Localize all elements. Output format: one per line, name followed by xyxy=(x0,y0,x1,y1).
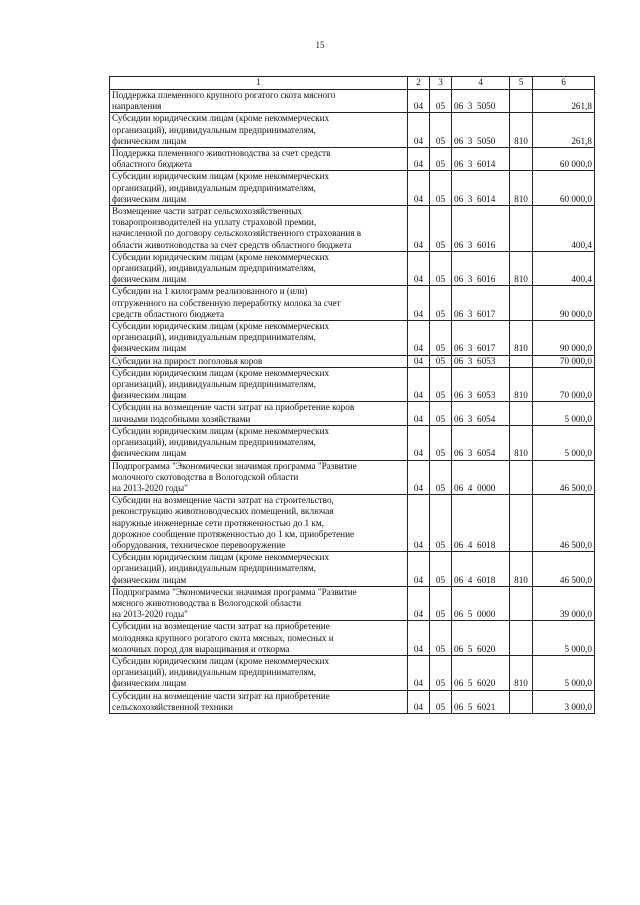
target-article-code: 06 5 6020 xyxy=(452,655,510,690)
target-article-code: 06 3 6054 xyxy=(452,425,510,460)
item-name: Субсидии на 1 килограмм реализованного и (или) отгруженного на собственную переработку молока за счет средств областного бюджета xyxy=(110,286,408,321)
amount: 60 000,0 xyxy=(533,171,595,206)
table-row xyxy=(110,655,595,690)
amount: 46 500,0 xyxy=(533,552,595,587)
expense-type-code: 810 xyxy=(510,171,533,206)
item-name: Субсидии на возмещение части затрат на приобретение коров личными подсобными хозяйствами xyxy=(110,402,408,425)
target-article-code: 06 3 5050 xyxy=(452,113,510,148)
table-row xyxy=(110,552,595,587)
target-article-code: 06 3 6054 xyxy=(452,402,510,425)
subsection-code: 05 xyxy=(430,655,452,690)
section-code: 04 xyxy=(408,621,430,656)
table-row xyxy=(110,425,595,460)
expense-type-code xyxy=(510,90,533,113)
subsection-code: 05 xyxy=(430,495,452,552)
table-row xyxy=(110,402,595,425)
header-cell-6: 6 xyxy=(533,77,595,90)
table-row xyxy=(110,286,595,321)
expense-type-code xyxy=(510,690,533,713)
table-row xyxy=(110,621,595,656)
subsection-code: 05 xyxy=(430,367,452,402)
amount: 5 000,0 xyxy=(533,621,595,656)
subsection-code: 05 xyxy=(430,321,452,356)
item-name: Субсидии на возмещение части затрат на приобретение молодняка крупного рогатого скота мясных, помесных и молочных пород для выращивания и откорма xyxy=(110,621,408,656)
item-name: Подпрограмма "Экономически значимая программа "Развитие мясного животноводства в Вологодской области на 2013-2020 годы" xyxy=(110,586,408,621)
table-row xyxy=(110,355,595,367)
page-number: 15 xyxy=(315,40,325,50)
expense-type-code xyxy=(510,148,533,171)
item-name: Субсидии юридическим лицам (кроме некоммерческих организаций), индивидуальным предпринимателям, физическим лицам xyxy=(110,321,408,356)
subsection-code: 05 xyxy=(430,148,452,171)
target-article-code: 06 3 6053 xyxy=(452,355,510,367)
table-row xyxy=(110,690,595,713)
target-article-code: 06 5 6020 xyxy=(452,621,510,656)
amount: 5 000,0 xyxy=(533,425,595,460)
subsection-code: 05 xyxy=(430,402,452,425)
item-name: Субсидии юридическим лицам (кроме некоммерческих организаций), индивидуальным предпринимателям, физическим лицам xyxy=(110,655,408,690)
subsection-code: 05 xyxy=(430,206,452,252)
item-name: Субсидии юридическим лицам (кроме некоммерческих организаций), индивидуальным предпринимателям, физическим лицам xyxy=(110,552,408,587)
item-name: Субсидии юридическим лицам (кроме некоммерческих организаций), индивидуальным предпринимателям, физическим лицам xyxy=(110,113,408,148)
item-name: Подпрограмма "Экономически значимая программа "Развитие молочного скотоводства в Вологодской области на 2013-2020 годы" xyxy=(110,460,408,495)
section-code: 04 xyxy=(408,655,430,690)
item-name: Субсидии на возмещение части затрат на строительство, реконструкцию животноводческих помещений, включая наружные инженерные сети протяженностью до 1 км, дорожное сообщение протяженностью до 1 км, приобретение оборудования, техническое перевооружение xyxy=(110,495,408,552)
amount: 39 000,0 xyxy=(533,586,595,621)
expense-type-code: 810 xyxy=(510,251,533,286)
target-article-code: 06 3 6017 xyxy=(452,286,510,321)
section-code: 04 xyxy=(408,367,430,402)
section-code: 04 xyxy=(408,321,430,356)
table-row xyxy=(110,206,595,252)
section-code: 04 xyxy=(408,460,430,495)
amount: 46 500,0 xyxy=(533,460,595,495)
item-name: Субсидии юридическим лицам (кроме некоммерческих организаций), индивидуальным предпринимателям, физическим лицам xyxy=(110,251,408,286)
table-row xyxy=(110,586,595,621)
target-article-code: 06 3 6053 xyxy=(452,367,510,402)
expense-type-code: 810 xyxy=(510,321,533,356)
expense-type-code: 810 xyxy=(510,655,533,690)
header-cell-1: 1 xyxy=(110,77,408,90)
target-article-code: 06 4 6018 xyxy=(452,495,510,552)
item-name: Поддержка племенного животноводства за счет средств областного бюджета xyxy=(110,148,408,171)
table-row xyxy=(110,113,595,148)
item-name: Субсидии юридическим лицам (кроме некоммерческих организаций), индивидуальным предпринимателям, физическим лицам xyxy=(110,367,408,402)
section-code: 04 xyxy=(408,355,430,367)
section-code: 04 xyxy=(408,251,430,286)
section-code: 04 xyxy=(408,552,430,587)
target-article-code: 06 3 6014 xyxy=(452,148,510,171)
expense-type-code xyxy=(510,495,533,552)
target-article-code: 06 3 6016 xyxy=(452,251,510,286)
amount: 261,8 xyxy=(533,90,595,113)
amount: 90 000,0 xyxy=(533,286,595,321)
item-name: Субсидии на возмещение части затрат на приобретение сельскохозяйственной техники xyxy=(110,690,408,713)
item-name: Субсидии юридическим лицам (кроме некоммерческих организаций), индивидуальным предпринимателям, физическим лицам xyxy=(110,425,408,460)
amount: 400,4 xyxy=(533,206,595,252)
expense-type-code xyxy=(510,460,533,495)
header-cell-3: 3 xyxy=(430,77,452,90)
subsection-code: 05 xyxy=(430,286,452,321)
subsection-code: 05 xyxy=(430,690,452,713)
expense-type-code: 810 xyxy=(510,552,533,587)
subsection-code: 05 xyxy=(430,355,452,367)
target-article-code: 06 4 6018 xyxy=(452,552,510,587)
subsection-code: 05 xyxy=(430,113,452,148)
header-cell-5: 5 xyxy=(510,77,533,90)
subsection-code: 05 xyxy=(430,460,452,495)
expense-type-code xyxy=(510,621,533,656)
amount: 90 000,0 xyxy=(533,321,595,356)
table-row xyxy=(110,90,595,113)
amount: 3 000,0 xyxy=(533,690,595,713)
expense-type-code: 810 xyxy=(510,367,533,402)
amount: 261,8 xyxy=(533,113,595,148)
subsection-code: 05 xyxy=(430,586,452,621)
target-article-code: 06 5 0000 xyxy=(452,586,510,621)
expense-type-code xyxy=(510,286,533,321)
budget-table xyxy=(109,76,595,714)
amount: 46 500,0 xyxy=(533,495,595,552)
target-article-code: 06 3 6017 xyxy=(452,321,510,356)
table-row xyxy=(110,171,595,206)
item-name: Поддержка племенного крупного рогатого скота мясного направления xyxy=(110,90,408,113)
table-row xyxy=(110,251,595,286)
expense-type-code xyxy=(510,586,533,621)
subsection-code: 05 xyxy=(430,251,452,286)
target-article-code: 06 3 6014 xyxy=(452,171,510,206)
header-cell-2: 2 xyxy=(408,77,430,90)
section-code: 04 xyxy=(408,206,430,252)
amount: 400,4 xyxy=(533,251,595,286)
section-code: 04 xyxy=(408,495,430,552)
expense-type-code: 810 xyxy=(510,425,533,460)
expense-type-code xyxy=(510,206,533,252)
expense-type-code xyxy=(510,402,533,425)
section-code: 04 xyxy=(408,690,430,713)
table-row xyxy=(110,321,595,356)
section-code: 04 xyxy=(408,171,430,206)
item-name: Возмещение части затрат сельскохозяйственных товаропроизводителей на уплату страховой премии, начисленной по договору сельскохозяйственного страхования в области животноводства за счет средств областного бюджета xyxy=(110,206,408,252)
amount: 5 000,0 xyxy=(533,402,595,425)
target-article-code: 06 3 5050 xyxy=(452,90,510,113)
target-article-code: 06 3 6016 xyxy=(452,206,510,252)
subsection-code: 05 xyxy=(430,425,452,460)
expense-type-code: 810 xyxy=(510,113,533,148)
item-name: Субсидии на прирост поголовья коров xyxy=(110,355,408,367)
table-row xyxy=(110,148,595,171)
amount: 5 000,0 xyxy=(533,655,595,690)
section-code: 04 xyxy=(408,425,430,460)
header-row xyxy=(110,77,595,90)
subsection-code: 05 xyxy=(430,171,452,206)
section-code: 04 xyxy=(408,586,430,621)
section-code: 04 xyxy=(408,148,430,171)
amount: 70 000,0 xyxy=(533,355,595,367)
section-code: 04 xyxy=(408,402,430,425)
table-row xyxy=(110,460,595,495)
amount: 60 000,0 xyxy=(533,148,595,171)
section-code: 04 xyxy=(408,113,430,148)
table-row xyxy=(110,495,595,552)
section-code: 04 xyxy=(408,286,430,321)
amount: 70 000,0 xyxy=(533,367,595,402)
table-row xyxy=(110,367,595,402)
target-article-code: 06 5 6021 xyxy=(452,690,510,713)
subsection-code: 05 xyxy=(430,552,452,587)
item-name: Субсидии юридическим лицам (кроме некоммерческих организаций), индивидуальным предпринимателям, физическим лицам xyxy=(110,171,408,206)
subsection-code: 05 xyxy=(430,621,452,656)
subsection-code: 05 xyxy=(430,90,452,113)
header-cell-4: 4 xyxy=(452,77,510,90)
expense-type-code xyxy=(510,355,533,367)
section-code: 04 xyxy=(408,90,430,113)
target-article-code: 06 4 0000 xyxy=(452,460,510,495)
